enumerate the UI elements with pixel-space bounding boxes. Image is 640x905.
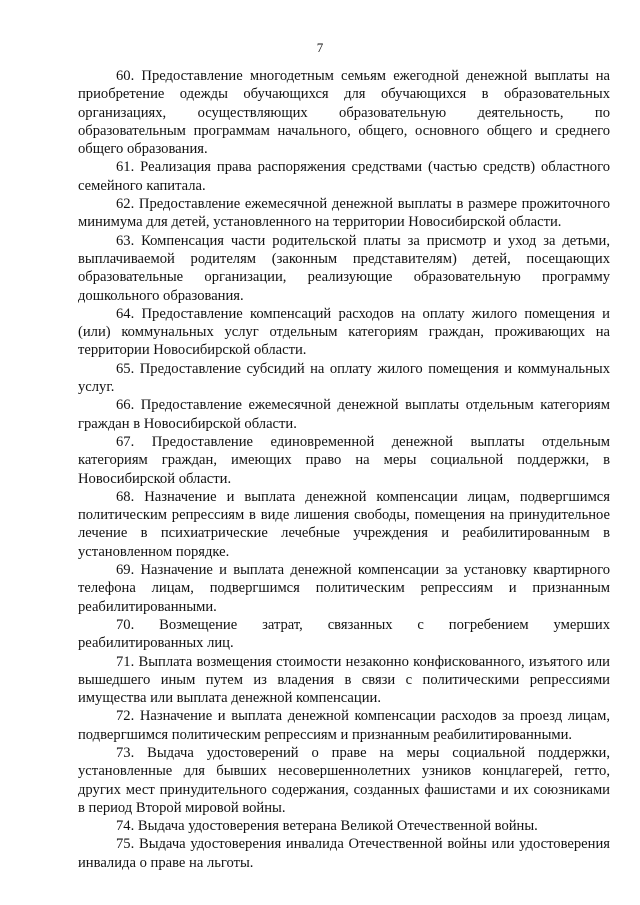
list-item: 60. Предоставление многодетным семьям ежегодной денежной выплаты на приобретение одежды обучающихся для обучающихся в образовательных организациях, осуществляющих образовательную деятельность, по образовательным программам начального, общего, основного общего и среднего общего образования. xyxy=(78,68,610,158)
list-item: 66. Предоставление ежемесячной денежной выплаты отдельным категориям граждан в Новосибирской области. xyxy=(78,397,610,432)
list-item: 72. Назначение и выплата денежной компенсации расходов за проезд лицам, подвергшимся политическим репрессиям и признанным реабилитированными. xyxy=(78,708,610,743)
list-item: 67. Предоставление единовременной денежной выплаты отдельным категориям граждан, имеющих право на меры социальной поддержки, в Новосибирской области. xyxy=(78,433,610,487)
list-item: 73. Выдача удостоверений о праве на меры социальной поддержки, установленные для бывших несовершеннолетних узников концлагерей, гетто, других мест принудительного содержания, созданных фашистами и их союзниками в период Второй мировой войны. xyxy=(78,744,610,816)
list-item: 74. Выдача удостоверения ветерана Великой Отечественной войны. xyxy=(116,818,538,835)
list-item: 64. Предоставление компенсаций расходов на оплату жилого помещения и (или) коммунальных услуг отдельным категориям граждан, проживающих на территории Новосибирской области. xyxy=(78,305,610,359)
list-item: 70. Возмещение затрат, связанных с погребением умерших реабилитированных лиц. xyxy=(78,616,610,652)
list-item: 69. Назначение и выплата денежной компенсации за установку квартирного телефона лицам, подвергшимся политическим репрессиям и признанным реабилитированными. xyxy=(78,562,610,615)
list-item: 62. Предоставление ежемесячной денежной выплаты в размере прожиточного минимума для детей, установленного на территории Новосибирской области. xyxy=(78,196,610,231)
list-item: 68. Назначение и выплата денежной компенсации лицам, подвергшимся политическим репрессиям в виде лишения свободы, помещения на принудительное лечение в психиатрические лечебные учреждения и реабилитированным в установленном порядке. xyxy=(78,488,610,560)
list-item: 63. Компенсация части родительской платы за присмотр и уход за детьми, выплачиваемой родителям (законным представителям) детей, посещающих образовательные организации, реализующие образовательную программу дошкольного образования. xyxy=(78,232,610,304)
list-item: 75. Выдача удостоверения инвалида Отечественной войны или удостоверения инвалида о праве на льготы. xyxy=(78,836,610,871)
list-item: 71. Выплата возмещения стоимости незаконно конфискованного, изъятого или вышедшего иным путем из владения в связи с политическими репрессиями имущества или выплата денежной компенсации. xyxy=(78,653,610,707)
list-item: 61. Реализация права распоряжения средствами (частью средств) областного семейного капитала. xyxy=(78,159,610,194)
list-item: 65. Предоставление субсидий на оплату жилого помещения и коммунальных услуг. xyxy=(78,360,610,396)
page-number: 7 xyxy=(316,40,324,55)
document-body xyxy=(78,67,610,872)
